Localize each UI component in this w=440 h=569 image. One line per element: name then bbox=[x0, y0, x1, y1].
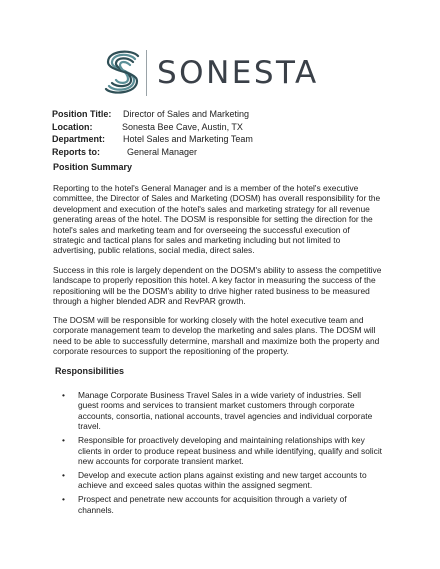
summary-paragraph-2: Success in this role is largely dependent on the DOSM's ability to assess the competitive landscape to properly reposition this hotel. A key factor in measuring the success of the repositioning will be the DOSM's ability to drive higher rated business to be measured through a higher blended ADR and RevPAR growth. bbox=[53, 265, 382, 307]
meta-label: Department: bbox=[52, 134, 106, 144]
list-item bbox=[62, 435, 382, 466]
section-heading-summary: Position Summary bbox=[53, 162, 133, 172]
list-item-text: Manage Corporate Business Travel Sales in a wide variety of industries. Sell guest rooms and services to transient market customers through corporate accounts, consortia, national accounts, travel agencies and individual corporate travel. bbox=[78, 390, 373, 432]
summary-paragraph-1: Reporting to the hotel's General Manager and is a member of the hotel's executive committee, the Director of Sales and Marketing (DOSM) has overall responsibility for the development and execution of the hotel's sales and marketing strategy for all revenue generating areas of the hotel. The DOSM is responsible for setting the direction for the hotel's sales and marketing team and for overseeing the successful execution of strategic and tactical plans for sales and marketing including but not limited to advertising, public relations, social media, direct sales. bbox=[53, 183, 381, 256]
section-heading-responsibilities: Responsibilities bbox=[55, 366, 125, 376]
list-item bbox=[62, 494, 382, 515]
responsibilities-list bbox=[62, 390, 382, 518]
meta-label: Location: bbox=[52, 121, 93, 132]
logo-divider bbox=[146, 50, 147, 96]
sonesta-s-mark-icon bbox=[100, 50, 146, 96]
list-item-text: Responsible for proactively developing and maintaining relationships with key clients in order to produce repeat business and while identifying, qualify and solicit new accounts for corporate transient market. bbox=[78, 435, 383, 466]
list-item bbox=[62, 390, 382, 432]
meta-value: Hotel Sales and Marketing Team bbox=[123, 134, 253, 144]
list-item-text: Develop and execute action plans against existing and new target accounts to achieve and exceed sales quotas within the assigned segment. bbox=[78, 469, 367, 491]
meta-label: Reports to: bbox=[52, 146, 100, 157]
meta-value: Director of Sales and Marketing bbox=[123, 109, 250, 119]
bullet-icon: • bbox=[62, 435, 65, 446]
list-item-text: Prospect and penetrate new accounts for acquisition through a variety of channels. bbox=[78, 494, 347, 515]
meta-label: Position Title: bbox=[52, 109, 112, 119]
meta-value: Sonesta Bee Cave, Austin, TX bbox=[122, 121, 243, 132]
bullet-icon: • bbox=[62, 494, 65, 505]
logo-wordmark: SONESTA bbox=[157, 55, 319, 91]
bullet-icon: • bbox=[62, 390, 65, 400]
list-item bbox=[62, 470, 382, 491]
meta-value: General Manager bbox=[127, 146, 198, 157]
bullet-icon: • bbox=[62, 469, 65, 480]
summary-paragraph-3: The DOSM will be responsible for working closely with the hotel executive team and corporate management team to develop the marketing and sales plans. The DOSM will need to be able to successfully determine, marshall and maximize both the property and corporate resources to support the repositioning of the property. bbox=[53, 315, 380, 357]
